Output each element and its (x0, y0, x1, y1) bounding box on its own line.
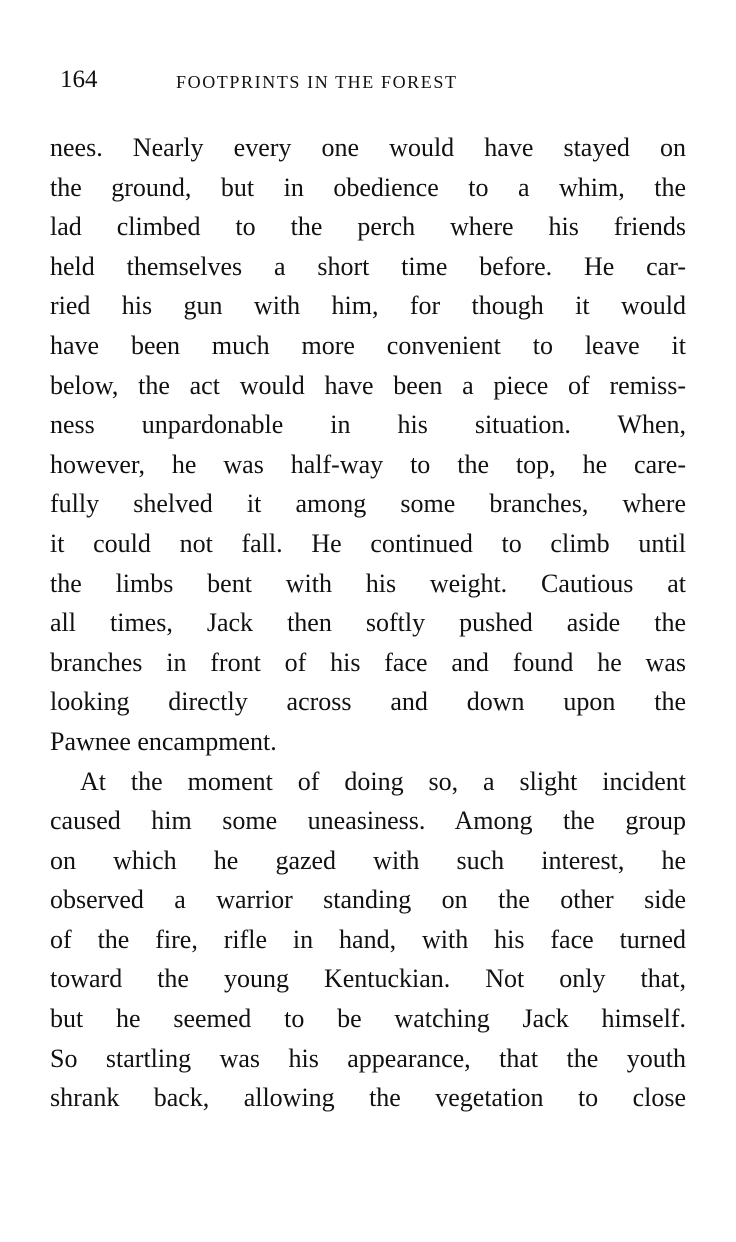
text-line: on which he gazed with such interest, he (50, 845, 686, 875)
text-line: At the moment of doing so, a slight incident (80, 766, 686, 796)
text-line: Pawnee encampment. (50, 726, 277, 756)
text-line: ried his gun with him, for though it would (50, 291, 686, 321)
text-line: caused him some uneasiness. Among the group (50, 806, 686, 836)
running-title: FOOTPRINTS IN THE FOREST (176, 72, 458, 92)
text-line: the limbs bent with his weight. Cautious at (50, 568, 686, 598)
text-line: branches in front of his face and found he was (50, 647, 686, 677)
text-line: toward the young Kentuckian. Not only that, (50, 964, 686, 994)
text-line: held themselves a short time before. He car- (50, 251, 686, 281)
text-line: all times, Jack then softly pushed aside the (50, 608, 686, 638)
body-text (50, 128, 686, 1118)
page-header (60, 60, 680, 100)
text-line: So startling was his appearance, that the youth (50, 1043, 686, 1073)
text-line: shrank back, allowing the vegetation to close (50, 1083, 686, 1113)
text-line: the ground, but in obedience to a whim, the (50, 172, 686, 202)
text-line: it could not fall. He continued to climb until (50, 528, 686, 558)
text-line: lad climbed to the perch where his friends (50, 212, 686, 242)
text-line: observed a warrior standing on the other side (50, 885, 686, 915)
text-line: nees. Nearly every one would have stayed on (50, 133, 686, 162)
text-line: but he seemed to be watching Jack himself. (50, 1004, 686, 1034)
text-line: of the fire, rifle in hand, with his face turned (50, 924, 686, 954)
text-line: below, the act would have been a piece of remiss- (50, 370, 686, 400)
text-line: looking directly across and down upon the (50, 687, 686, 717)
text-line: fully shelved it among some branches, where (50, 489, 686, 519)
text-line: ness unpardonable in his situation. When, (50, 410, 686, 440)
text-line: have been much more convenient to leave it (50, 330, 686, 360)
page-number: 164 (60, 66, 98, 93)
text-line: however, he was half-way to the top, he care- (50, 449, 686, 479)
